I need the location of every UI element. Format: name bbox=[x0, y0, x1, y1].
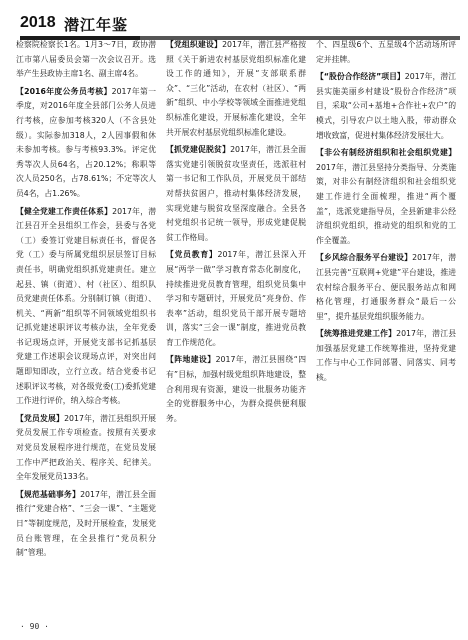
section-heading: 【规范基础事务】 bbox=[16, 489, 81, 499]
paragraph-text: 2017年，潜江县坚持分类指导、分类施策，对非公有制经济组织和社会组织党建工作进行全面梳理，推进“两个覆盖”，选派党建指导员，全县新建非公经济组织党组织，推动党的组织和党的工作全覆盖。 bbox=[316, 162, 456, 245]
column-3 bbox=[316, 38, 456, 618]
header-title: 潜江年鉴 bbox=[64, 16, 129, 34]
paragraph bbox=[166, 248, 306, 350]
paragraph bbox=[316, 146, 456, 248]
section-heading: 【抓党建促脱贫】 bbox=[166, 145, 231, 155]
page-number: · 90 · bbox=[20, 622, 49, 631]
section-heading: 【2016年度公务员考核】 bbox=[16, 86, 112, 96]
paragraph-text: 2017年，潜江县完善“互联网+党建”平台建设，推进农村综合服务平台、便民服务站点和网格化管理，打通服务群众“最后一公里”，提升基层党组织服务能力。 bbox=[316, 253, 456, 321]
paragraph bbox=[16, 205, 156, 409]
paragraph-text: 2017年，潜江县全面落实党建引领脱贫攻坚责任，选派驻村第一书记和工作队员，开展党员干部结对帮扶贫困户，推动村集体经济发展，实现党建与脱贫攻坚深度融合。全县各村党组织书记统一领导，形成党建促脱贫工作格局。 bbox=[166, 145, 306, 242]
paragraph bbox=[316, 251, 456, 324]
column-2 bbox=[166, 38, 306, 618]
paragraph-text: 2017年，潜江县组织开展党员发展工作专项检查。按照有关要求对党员发展程序进行规范，在党员发展工作中严把政治关、程序关、纪律关。全年发展党员133名。 bbox=[16, 413, 156, 482]
paragraph bbox=[166, 353, 306, 426]
paragraph bbox=[16, 412, 156, 485]
paragraph-text: 检察院检察长1名。1月3～7日，政协潜江市第八届委员会第一次会议召开。选举产生县政协主席1名、副主席4名。 bbox=[16, 40, 156, 79]
paragraph bbox=[16, 85, 156, 202]
article-columns bbox=[16, 38, 456, 618]
paragraph-text: 2017年，潜江县严格按照《关于新进农村基层党组织标准化建设工作的通知》，开展“支部联系群众”、“三化”活动，在农村（社区）、“两新”组织、中小学校等领域全面推进党组织标准化建设，开展标准化建设，全年共开展农村基层党组织标准化建设。 bbox=[166, 40, 306, 137]
section-heading: 【党组织建设】 bbox=[166, 40, 223, 49]
paragraph-text: 个、四星级6个、五星级4个活动场所评定并挂牌。 bbox=[316, 40, 456, 64]
paragraph-text: 2017年，潜江县深入开展“两学一做”学习教育常态化制度化，持续推进党员教育管理，组织党员集中学习和专题研讨，开展党员“亮身份、作表率”活动，组织党员干部开展专题培训，落实“三会一课”制度，推进党员教育工作规范化。 bbox=[166, 250, 306, 347]
section-heading: 【党员发展】 bbox=[16, 413, 65, 423]
paragraph-text: 2017年，潜江县全面推行“党建合格”、“三会一课”、“主题党日”等制度规范，及时开展检查，发展党员台账管理，在全县推行“党员积分制”管理。 bbox=[16, 489, 156, 558]
paragraph bbox=[316, 327, 456, 385]
section-heading: 【非公有制经济组织和社会组织党建】 bbox=[316, 148, 456, 158]
paragraph bbox=[316, 38, 456, 67]
paragraph-text: 2017年，潜江县围绕“四有”目标，加强村级党组织阵地建设，整合利用现有资源，建设一批服务功能齐全的党群服务中心，为群众提供便利服务。 bbox=[166, 355, 306, 423]
section-heading: 【乡风综合服务平台建设】 bbox=[316, 253, 413, 263]
paragraph-text: 2017年，潜江县召开全县组织工作会，县委与各党（工）委签订党建目标责任书，督促各党（工）委与所属党组织层层签订目标责任书，明确党组织抓党建责任。建立起县、镇（街道）、村（社区）、组织队员党建责任体系。分别制订镇（街道）、机关、“两新”组织等不同领域党组织书记抓党建述职评议考核办法，全年党委书记现场点评，开展党支部书记抓基层党建工作述职会议现场点评，对突出问题即知即改，立行立改。结合党委书记述职评议考核，对各级党委(工)委抓党建工作进行评价，纳入综合考核。 bbox=[16, 206, 156, 406]
section-heading: 【统筹推进党建工作】 bbox=[316, 329, 397, 339]
paragraph-text: 2017年第一季度，对2016年度全县部门公务人员进行考核，应参加考核320人（不含县处级）。实际参加318人，2人因事假和休未参加考核。参与考核93.3%。评定优秀等次人员64名，占20.12%；称职等次人员250名，占78.61%；不定等次人员4名，占1.26%。 bbox=[16, 86, 156, 198]
paragraph bbox=[316, 70, 456, 143]
paragraph bbox=[166, 143, 306, 245]
paragraph bbox=[166, 38, 306, 140]
paragraph bbox=[16, 488, 156, 561]
section-heading: 【党员教育】 bbox=[166, 250, 218, 260]
section-heading: 【阵地建设】 bbox=[166, 355, 216, 365]
paragraph-text: 2017年，潜江县实施美丽乡村建设“股份合作经济”项目，采取“公司+基地+合作社+农户”的模式，引导农户以土地入股，带动群众增收致富，促进村集体经济发展壮大。 bbox=[316, 72, 456, 140]
section-heading: 【健全党建工作责任体系】 bbox=[16, 206, 113, 216]
paragraph bbox=[16, 38, 156, 82]
header-year: 2018 bbox=[20, 14, 56, 31]
section-heading: 【“股份合作经济”项目】 bbox=[316, 72, 405, 82]
column-1 bbox=[16, 38, 156, 618]
paragraph-text: 2017年，潜江县加强基层党建工作统筹推进，坚持党建工作与中心工作同部署、同落实、同考核。 bbox=[316, 329, 456, 383]
